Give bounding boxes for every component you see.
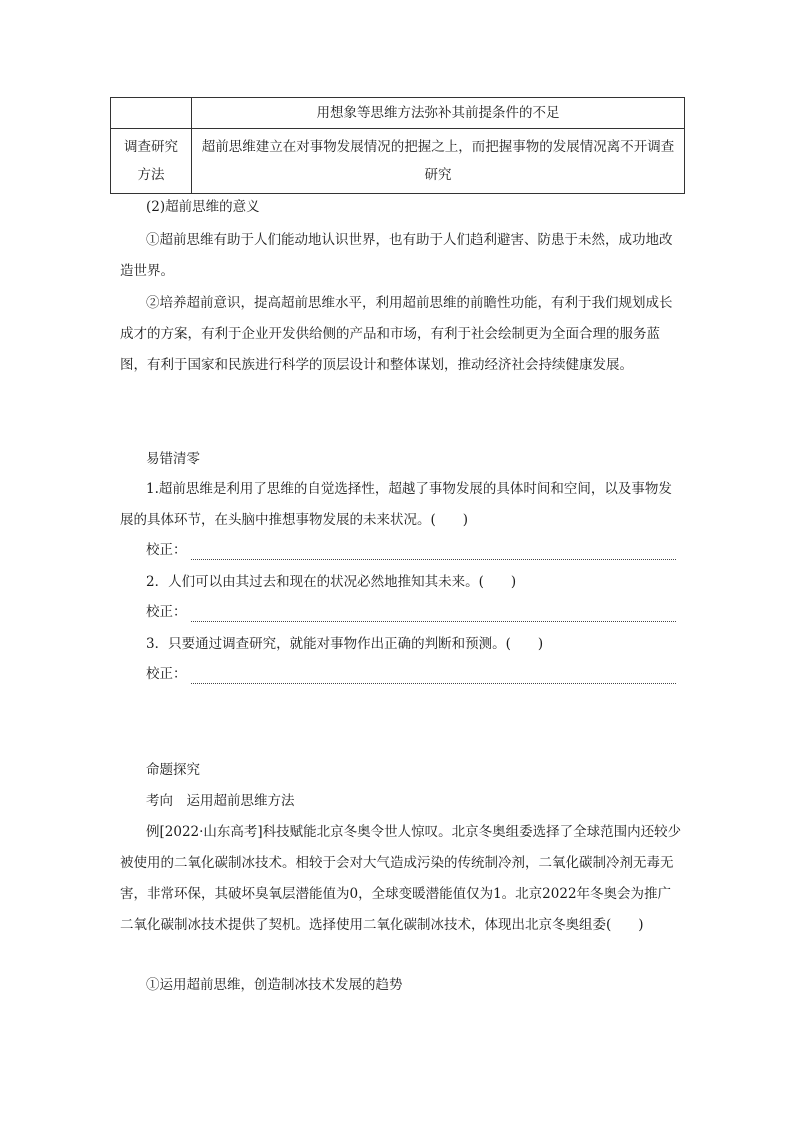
- fix-label: 校正：: [146, 666, 187, 682]
- question-item: 1.超前思维是利用了思维的自觉选择性，超越了事物发展的具体时间和空间，以及事物发展的具体环节，在头脑中推想事物发展的未来状况。( ): [120, 481, 672, 528]
- table-cell: 用想象等思维方法弥补其前提条件的不足: [192, 98, 685, 129]
- table-cell: 超前思维建立在对事物发展情况的把握之上，而把握事物的发展情况离不开调查研究: [192, 129, 685, 194]
- fix-label: 校正：: [146, 542, 187, 558]
- dotted-answer-line: [191, 545, 677, 560]
- table-row: [111, 129, 685, 194]
- dotted-answer-line: [191, 607, 677, 622]
- methods-table: [110, 97, 685, 194]
- table-cell-empty: [111, 98, 192, 129]
- fix-line[interactable]: [146, 664, 676, 684]
- section-heading: (2)超前思维的意义: [146, 199, 260, 215]
- question-item: 3．只要通过调查研究，就能对事物作出正确的判断和预测。( ): [146, 636, 544, 652]
- fix-line[interactable]: [146, 602, 676, 622]
- section-heading: 命题探究: [146, 762, 200, 778]
- example-question: 例[2022·山东高考]科技赋能北京冬奥令世人惊叹。北京冬奥组委选择了全球范围内还较少被使用的二氧化碳制冰技术。相较于会对大气造成污染的传统制冷剂，二氧化碳制冷剂无毒无害，非常环保，其破坏臭氧层潜能值为0，全球变暖潜能值仅为1。北京2022年冬奥会为推广二氧化碳制冰技术提供了契机。选择使用二氧化碳制冰技术，体现出北京冬奥组委( ): [120, 824, 682, 933]
- dotted-answer-line: [191, 669, 677, 684]
- option-item: ①运用超前思维，创造制冰技术发展的趋势: [146, 977, 403, 993]
- paragraph: ②培养超前意识，提高超前思维水平，利用超前思维的前瞻性功能，有利于我们规划成长成才的方案，有利于企业开发供给侧的产品和市场，有利于社会绘制更为全面合理的服务蓝图，有利于国家和民族进行科学的顶层设计和整体谋划，推动经济社会持续健康发展。: [120, 295, 673, 373]
- fix-line[interactable]: [146, 540, 676, 560]
- paragraph: ①超前思维有助于人们能动地认识世界，也有助于人们趋利避害、防患于未然，成功地改造世界。: [120, 232, 673, 279]
- table-cell-method-name: 调查研究方法: [111, 129, 192, 194]
- section-heading: 易错清零: [146, 451, 200, 467]
- fix-label: 校正：: [146, 604, 187, 620]
- sub-heading: 考向 运用超前思维方法: [146, 793, 295, 809]
- table-row: [111, 98, 685, 129]
- question-item: 2．人们可以由其过去和现在的状况必然地推知其未来。( ): [146, 574, 517, 590]
